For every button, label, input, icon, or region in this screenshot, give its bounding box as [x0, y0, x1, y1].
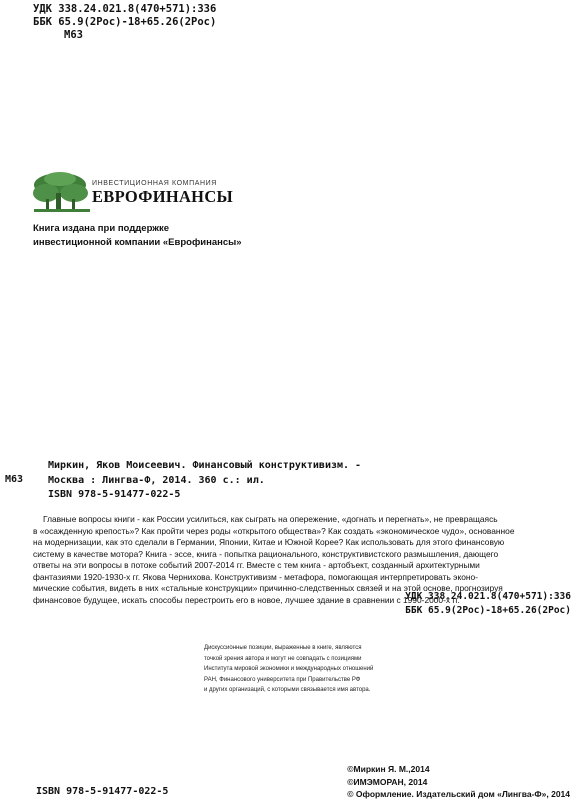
bbk-code-right: ББК 65.9(2Рос)-18+65.26(2Рос) — [405, 605, 571, 616]
bibliographic-entry — [48, 459, 361, 503]
logo-subtitle: ИНВЕСТИЦИОННАЯ КОМПАНИЯ — [92, 180, 217, 187]
abstract-line: финансовое будущее, искать способы перестроить его в новое, лучшее здание в сравнении с 1990-2000-х гг. — [33, 594, 460, 605]
abstract-line: Главные вопросы книги - как России усилиться, как сыграть на опережение, «догнать и перегнать», не превращаясь — [43, 514, 498, 524]
classification-top — [33, 3, 216, 29]
author-sign-top: М63 — [64, 29, 83, 41]
udk-code-right: УДК 338.24.021.8(470+571):336 — [405, 591, 571, 602]
bibliographic-line-2: Москва : Лингва-Ф, 2014. 360 с.: ил. — [48, 474, 265, 486]
disclaimer — [204, 643, 373, 696]
tree-icon — [33, 172, 90, 212]
bibliographic-line-1: Миркин, Яков Моисеевич. Финансовый конструктивизм. - — [48, 460, 362, 471]
disclaimer-line: и других организаций, с которыми связывается имя автора. — [204, 687, 371, 693]
isbn-bottom: ISBN 978-5-91477-022-5 — [36, 786, 169, 797]
copyright-line: © Оформление. Издательский дом «Лингва-Ф», 2014 — [347, 789, 570, 799]
copyright-line: ©Миркин Я. М.,2014 — [347, 764, 430, 774]
disclaimer-line: точкой зрения автора и могут не совпадать с позициями — [204, 655, 362, 662]
abstract-line: мические события, видеть в них «стальные конструкции» причинно-следственных связей и на этой основе, прогнозируя — [33, 583, 503, 593]
author-sign-left: М63 — [5, 474, 24, 485]
bibliographic-isbn: ISBN 978-5-91477-022-5 — [48, 489, 181, 500]
support-notice — [33, 222, 242, 250]
support-line-2: инвестиционной компании «Еврофинансы» — [33, 237, 242, 248]
abstract-line: на модернизации, как это сделали в Германии, Японии, Китае и Южной Корее? Как использовать для этого финансовую — [33, 537, 505, 547]
abstract-line: ответы на эти вопросы в потоке событий 2007-2014 гг. Вместе с тем книга - артобъект, созданный архитектурными — [33, 560, 480, 570]
support-line-1: Книга издана при поддержке — [33, 223, 170, 234]
bbk-code: ББК 65.9(2Рос)-18+65.26(2Рос) — [33, 16, 217, 28]
disclaimer-line: Института мировой экономики и международных отношений — [204, 666, 374, 672]
udk-code: УДК 338.24.021.8(470+571):336 — [33, 3, 217, 15]
copyright-block — [347, 763, 570, 801]
copyright-line: ©ИМЭМОРАН, 2014 — [347, 776, 428, 787]
abstract-line: в «осажденную крепость»? Как пройти через роды «открытого общества»? Как создать «экономическое чудо», основанное — [33, 525, 515, 536]
classification-right — [405, 590, 571, 618]
abstract-line: систему в качестве мотора? Книга - эссе, книга - попытка рационального, конструктивистского размышления, дающего — [33, 548, 499, 559]
disclaimer-line: РАН, Финансового университета при Правительстве РФ — [204, 676, 361, 683]
disclaimer-line: Дискуссионные позиции, выраженные в книге, являются — [204, 645, 362, 651]
logo-title: ЕВРОФИНАНСЫ — [92, 187, 234, 206]
abstract-line: фантазиями 1920-1930-х гг. Якова Чернихова. Конструктивизм - метафора, помогающая интерпретировать эконо- — [33, 571, 478, 582]
